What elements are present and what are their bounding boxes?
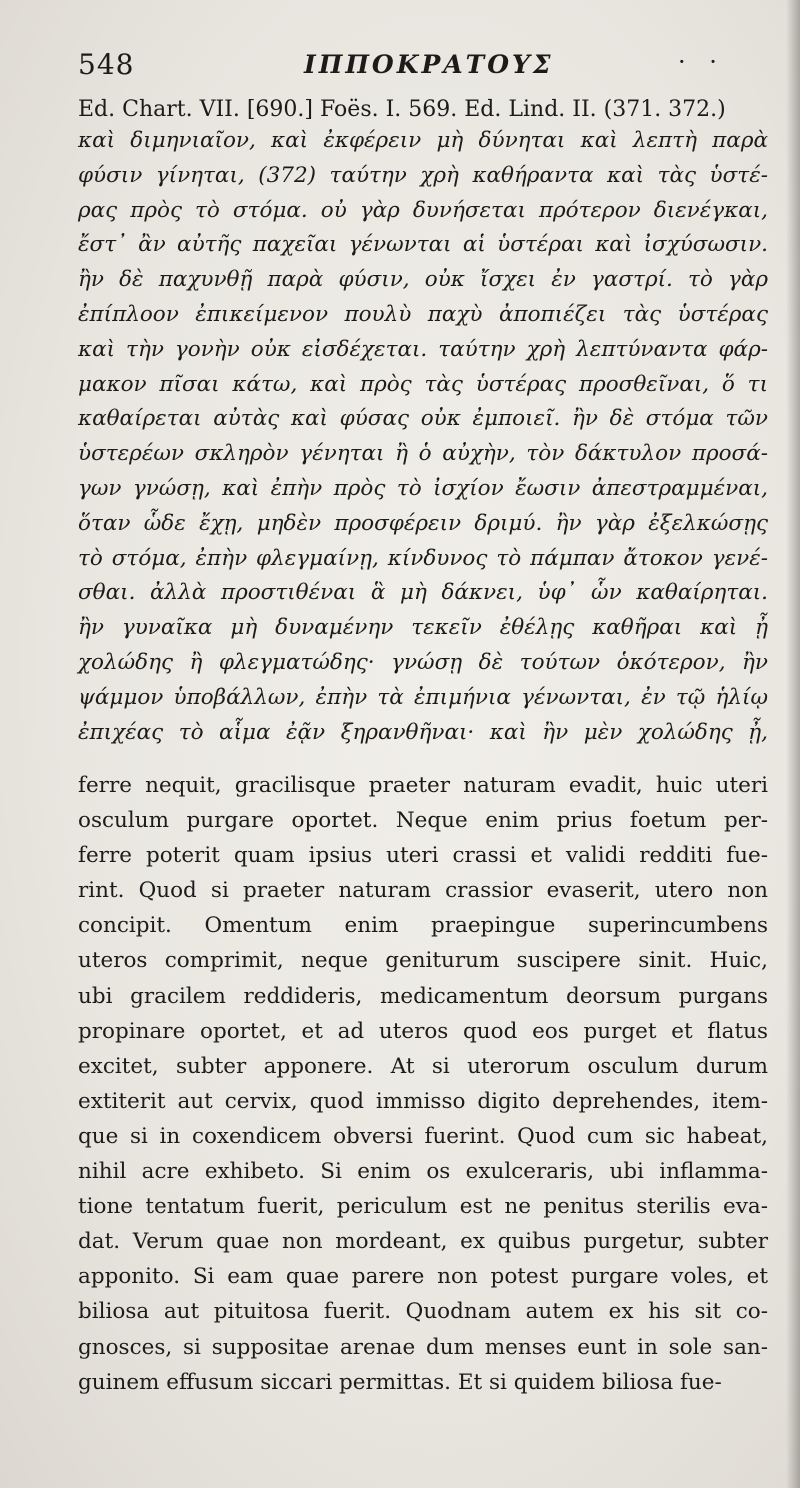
greek-text-line: ὑστερέων σκληρὸν γένηται ἢ ὁ αὐχὴν, τὸν δάκτυλον προσά- bbox=[78, 441, 768, 467]
greek-text-line: ἢν γυναῖκα μὴ δυναμένην τεκεῖν ἐθέλῃς καθῆραι καὶ ᾖ bbox=[78, 615, 768, 641]
page-header bbox=[78, 48, 778, 88]
greek-text-line: τὸ στόμα, ἐπὴν φλεγμαίνῃ, κίνδυνος τὸ πάμπαν ἄτοκον γενέ- bbox=[78, 545, 768, 571]
latin-text-line: excitet, subter apponere. At si uterorum osculum durum bbox=[78, 1053, 768, 1079]
greek-text-line: καθαίρεται αὐτὰς καὶ φύσας οὐκ ἐμποιεῖ. ἢν δὲ στόμα τῶν bbox=[78, 406, 768, 432]
latin-text-block bbox=[78, 768, 768, 1400]
greek-text-line: ἢν δὲ παχυνθῇ παρὰ φύσιν, οὐκ ἴσχει ἐν γαστρί. τὸ γὰρ bbox=[78, 267, 768, 293]
latin-text-line: tione tentatum fuerit, periculum est ne penitus sterilis eva- bbox=[78, 1194, 768, 1220]
greek-text-line: ψάμμον ὑποβάλλων, ἐπὴν τὰ ἐπιμήνια γένωνται, ἐν τῷ ἡλίῳ bbox=[78, 684, 768, 710]
running-title: ΙΠΠΟΚΡΑΤΟΥΣ bbox=[304, 50, 554, 79]
greek-text-line: ρας πρὸς τὸ στόμα. οὐ γὰρ δυνήσεται πρότερον διενέγκαι, bbox=[78, 197, 768, 223]
latin-text-line: rint. Quod si praeter naturam crassior evaserit, utero non bbox=[78, 878, 768, 904]
latin-text-line: concipit. Omentum enim praepingue superincumbens bbox=[78, 913, 768, 939]
greek-text-line: ὅταν ὧδε ἔχῃ, μηδὲν προσφέρειν δριμύ. ἢν γὰρ ἐξελκώσῃς bbox=[78, 510, 768, 536]
greek-text-line: φύσιν γίνηται, (372) ταύτην χρὴ καθήραντα καὶ τὰς ὑστέ- bbox=[78, 162, 768, 188]
greek-text-line: ἐπίπλοον ἐπικείμενον πουλὺ παχὺ ἀποπιέζει τὰς ὑστέρας bbox=[78, 301, 768, 327]
latin-text-line: dat. Verum quae non mordeant, ex quibus purgetur, subter bbox=[78, 1229, 768, 1255]
latin-text-line: gnosces, si suppositae arenae dum menses eunt in sole san- bbox=[78, 1334, 768, 1360]
greek-text-line: ἔστ᾽ ἂν αὐτῆς παχεῖαι γένωνται αἱ ὑστέραι καὶ ἰσχύσωσιν. bbox=[78, 232, 768, 258]
latin-text-line: propinare oportet, et ad uteros quod eos purget et flatus bbox=[78, 1018, 768, 1044]
greek-text-line: γων γνώσῃ, καὶ ἐπὴν πρὸς τὸ ἰσχίον ἔωσιν ἀπεστραμμέναι, bbox=[78, 475, 768, 501]
greek-text-block bbox=[78, 124, 768, 750]
latin-text-line: ferre nequit, gracilisque praeter naturam evadit, huic uteri bbox=[78, 773, 768, 798]
greek-text-line: μακον πῖσαι κάτω, καὶ πρὸς τὰς ὑστέρας προσθεῖναι, ὅ τι bbox=[78, 371, 768, 397]
greek-text-line: ἐπιχέας τὸ αἷμα ἐᾷν ξηρανθῆναι· καὶ ἢν μὲν χολώδης ᾖ, bbox=[78, 719, 768, 745]
latin-text-line: guinem effusum siccari permittas. Et si quidem biliosa fue- bbox=[78, 1369, 722, 1395]
latin-text-line: biliosa aut pituitosa fuerit. Quodnam autem ex his sit co- bbox=[78, 1299, 768, 1325]
latin-text-line: extiterit aut cervix, quod immisso digito deprehendes, item- bbox=[78, 1088, 768, 1114]
latin-text-line: que si in coxendicem obversi fuerint. Quod cum sic habeat, bbox=[78, 1123, 768, 1149]
greek-text-line: καὶ τὴν γονὴν οὐκ εἰσδέχεται. ταύτην χρὴ λεπτύναντα φάρ- bbox=[78, 336, 768, 362]
latin-text-line: uteros comprimit, neque geniturum suscipere sinit. Huic, bbox=[78, 948, 768, 974]
greek-text-line: καὶ διμηνιαῖον, καὶ ἐκφέρειν μὴ δύνηται καὶ λεπτὴ παρὰ bbox=[78, 128, 768, 153]
greek-text-line: σθαι. ἀλλὰ προστιθέναι ἃ μὴ δάκνει, ὑφ᾽ ὧν καθαίρηται. bbox=[78, 580, 768, 606]
latin-text-line: apponito. Si eam quae parere non potest purgare voles, et bbox=[78, 1264, 768, 1290]
page-edge-shadow bbox=[786, 0, 800, 1488]
page-number: 548 bbox=[78, 48, 135, 81]
greek-text-line: χολώδης ἢ φλεγματώδης· γνώσῃ δὲ τούτων ὁκότερον, ἢν bbox=[78, 649, 768, 675]
header-ornament: · · bbox=[678, 48, 725, 76]
latin-text-line: ferre poterit quam ipsius uteri crassi et validi redditi fue- bbox=[78, 843, 768, 869]
latin-text-line: ubi gracilem reddideris, medicamentum deorsum purgans bbox=[78, 983, 768, 1009]
latin-text-line: osculum purgare oportet. Neque enim prius foetum per- bbox=[78, 808, 768, 834]
edition-references: Ed. Chart. VII. [690.] Foës. I. 569. Ed. Lind. II. (371. 372.) bbox=[78, 97, 726, 122]
latin-text-line: nihil acre exhibeto. Si enim os exulceraris, ubi inflamma- bbox=[78, 1159, 768, 1185]
